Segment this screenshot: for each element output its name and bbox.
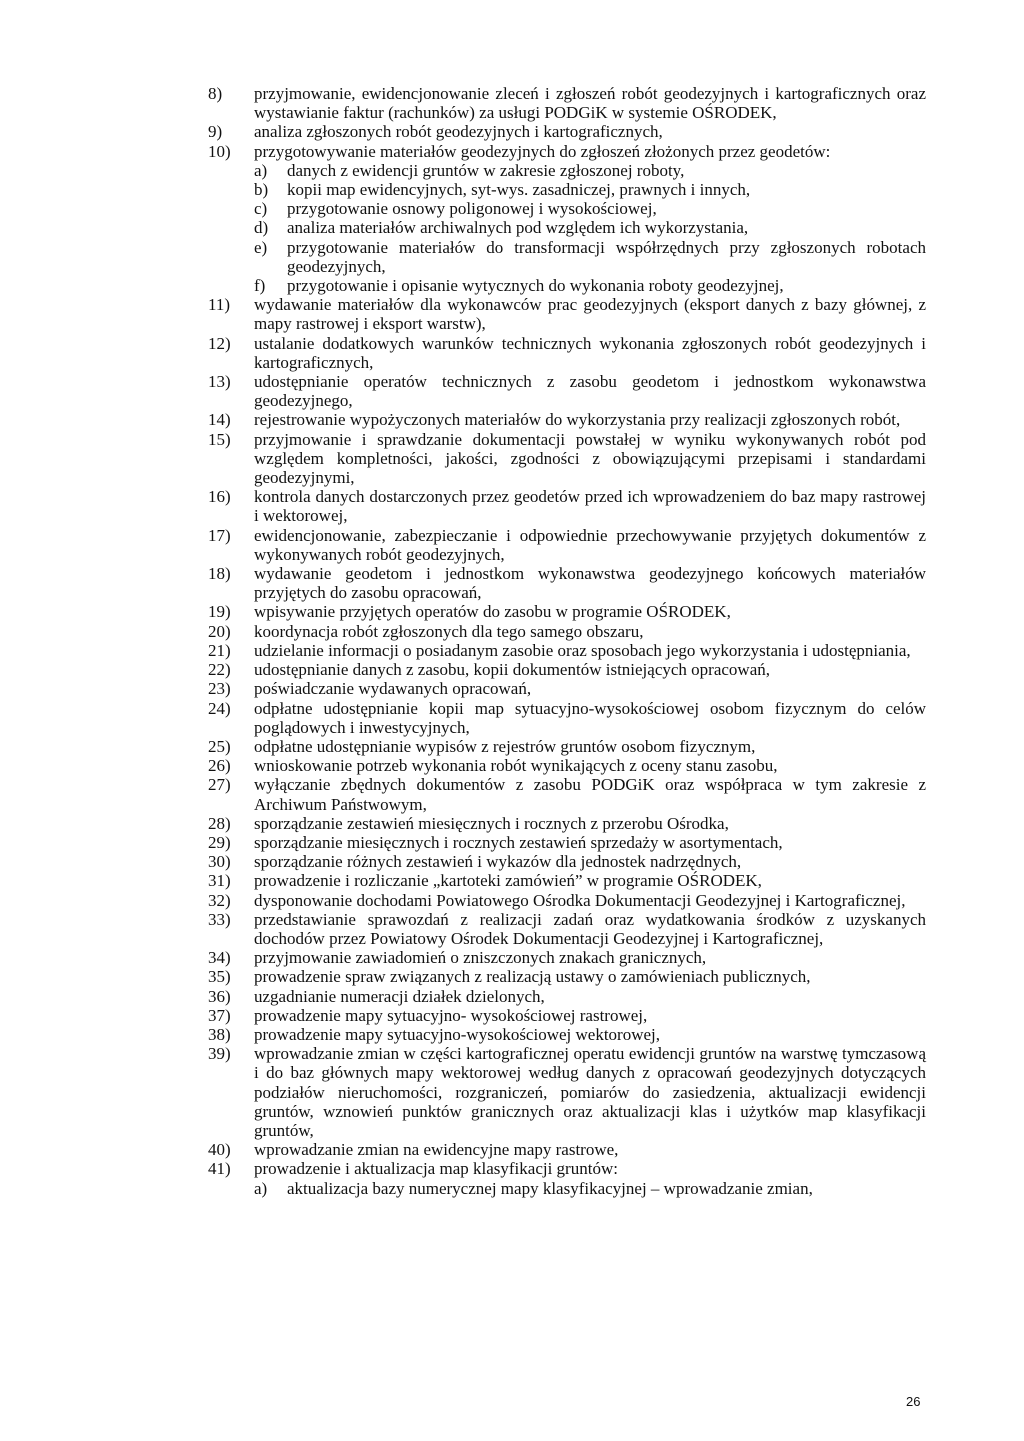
list-item-text: wydawanie materiałów dla wykonawców prac geodezyjnych (eksport danych z bazy głównej, z mapy rastrowej i eksport warstw), [254,295,926,334]
list-item [208,679,926,698]
page-number: 26 [906,1394,921,1409]
list-item-number: 27) [208,775,231,795]
sub-list-item-text: kopii map ewidencyjnych, syt-wys. zasadniczej, prawnych i innych, [287,180,751,200]
list-item-number: 19) [208,602,231,622]
list-item-text: koordynacja robót zgłoszonych dla tego samego obszaru, [254,621,644,641]
sub-list-item-letter: f) [254,276,266,296]
list-item-number: 34) [208,948,231,968]
sub-list-item [254,199,926,218]
list-item-number: 13) [208,372,231,392]
list-item [208,142,926,296]
list-item [208,891,926,910]
list-item [208,1044,926,1140]
sub-list-item [254,1179,926,1198]
list-item-text: przyjmowanie, ewidencjonowanie zleceń i zgłoszeń robót geodezyjnych i kartograficznych oraz wystawianie faktur (rachunków) za usługi PODGiK w systemie OŚRODEK, [254,84,926,123]
list-item-text: ustalanie dodatkowych warunków technicznych wykonania zgłoszonych robót geodezyjnych i kartograficznych, [254,333,926,372]
list-item [208,987,926,1006]
list-item [208,295,926,333]
list-item-number: 14) [208,410,231,430]
list-item-text: sporządzanie miesięcznych i rocznych zestawień sprzedaży w asortymentach, [254,832,783,852]
list-item-text: przedstawianie sprawozdań z realizacji zadań oraz wydatkowania środków z uzyskanych dochodów przez Powiatowy Ośrodek Dokumentacji Geodezyjnej i Kartograficznej, [254,909,926,948]
list-item [208,641,926,660]
list-item-text: analiza zgłoszonych robót geodezyjnych i kartograficznych, [254,122,663,142]
list-item-text: wprowadzanie zmian na ewidencyjne mapy rastrowe, [254,1140,619,1160]
list-item-text: sporządzanie zestawień miesięcznych i rocznych z przerobu Ośrodka, [254,813,729,833]
list-item-text: poświadczanie wydawanych opracowań, [254,679,532,699]
list-item-number: 41) [208,1159,231,1179]
list-item-text: wyłączanie zbędnych dokumentów z zasobu PODGiK oraz współpraca w tym zakresie z Archiwum Państwowym, [254,775,926,814]
sub-list-item [254,238,926,276]
list-item [208,1006,926,1025]
list-item-number: 40) [208,1140,231,1160]
list-item [208,756,926,775]
list-item [208,737,926,756]
list-item [208,660,926,679]
sub-list [254,1179,926,1198]
list-item-text: rejestrowanie wypożyczonych materiałów do wykorzystania przy realizacji zgłoszonych robót, [254,410,901,430]
list-item-text: sporządzanie różnych zestawień i wykazów dla jednostek nadrzędnych, [254,852,742,872]
list-item [208,1159,926,1197]
sub-list-item-letter: b) [254,180,269,200]
list-item [208,564,926,602]
list-item-text: wnioskowanie potrzeb wykonania robót wynikających z oceny stanu zasobu, [254,756,778,776]
list-item [208,410,926,429]
list-item-number: 12) [208,333,231,353]
sub-list [254,161,926,295]
list-item-number: 10) [208,141,231,161]
list-item-number: 15) [208,429,231,449]
list-item-text: prowadzenie mapy sytuacyjno- wysokościowej rastrowej, [254,1005,648,1025]
list-item-text: udzielanie informacji o posiadanym zasobie oraz sposobach jego wykorzystania i udostępniania, [254,640,911,660]
list-item-number: 21) [208,640,231,660]
task-list [208,84,926,1198]
sub-list-item [254,276,926,295]
sub-list-item-letter: c) [254,199,268,219]
list-item-text: odpłatne udostępnianie wypisów z rejestrów gruntów osobom fizycznym, [254,736,756,756]
list-item-text: wydawanie geodetom i jednostkom wykonawstwa geodezyjnego końcowych materiałów przyjętych do zasobu opracowań, [254,564,926,603]
list-item-text: uzgadnianie numeracji działek dzielonych, [254,986,545,1006]
list-item-text: prowadzenie i rozliczanie „kartoteki zamówień” w programie OŚRODEK, [254,871,762,891]
sub-list-item-text: przygotowanie osnowy poligonowej i wysokościowej, [287,199,657,219]
list-item-number: 18) [208,564,231,584]
list-item-number: 29) [208,832,231,852]
sub-list-item-text: przygotowanie i opisanie wytycznych do wykonania roboty geodezyjnej, [287,276,784,296]
list-item [208,1025,926,1044]
list-item [208,852,926,871]
list-item-number: 25) [208,736,231,756]
list-item-text: wpisywanie przyjętych operatów do zasobu w programie OŚRODEK, [254,602,731,622]
list-item-number: 11) [208,295,231,315]
list-item-text: wprowadzanie zmian w części kartograficznej operatu ewidencji gruntów na warstwę tymczasową i do baz głównych mapy wektorowej według danych z opracowań geodezyjnych dotyczących podziałów nieruchomości, rozgraniczeń, pomiarów do zasiedzenia, aktualizacji ewidencji gruntów, wznowień punktów granicznych oraz aktualizacji klas i użytków map klasyfikacji gruntów, [254,1044,926,1140]
sub-list-item-letter: a) [254,160,268,180]
list-item-text: odpłatne udostępnianie kopii map sytuacyjno-wysokościowej osobom fizycznym do celów poglądowych i inwestycyjnych, [254,698,926,737]
sub-list-item-text: danych z ewidencji gruntów w zakresie zgłoszonej roboty, [287,160,685,180]
list-item-number: 16) [208,487,231,507]
list-item [208,487,926,525]
list-item-number: 33) [208,909,231,929]
list-item-number: 9) [208,122,223,142]
list-item-number: 38) [208,1024,231,1044]
list-item-number: 37) [208,1005,231,1025]
list-item-text: kontrola danych dostarczonych przez geodetów przed ich wprowadzeniem do baz mapy rastrowej i wektorowej, [254,487,926,526]
list-item-text: przyjmowanie zawiadomień o zniszczonych znakach granicznych, [254,948,707,968]
list-item [208,602,926,621]
sub-list-item [254,218,926,237]
sub-list-item-letter: e) [254,237,268,257]
list-item-number: 36) [208,986,231,1006]
list-item-number: 32) [208,890,231,910]
list-item [208,122,926,141]
list-item-text: ewidencjonowanie, zabezpieczanie i odpowiednie przechowywanie przyjętych dokumentów z wykonywanych robót geodezyjnych, [254,525,926,564]
list-item-number: 8) [208,84,223,103]
list-item [208,871,926,890]
list-item-text: prowadzenie i aktualizacja map klasyfikacji gruntów: [254,1159,618,1179]
list-item-number: 17) [208,525,231,545]
list-item-text: prowadzenie mapy sytuacyjno-wysokościowej wektorowej, [254,1024,660,1044]
sub-list-item-text: analiza materiałów archiwalnych pod względem ich wykorzystania, [287,218,749,238]
list-item-number: 20) [208,621,231,641]
list-item-number: 26) [208,756,231,776]
list-item [208,1140,926,1159]
list-item [208,967,926,986]
sub-list-item [254,180,926,199]
list-item [208,814,926,833]
list-item [208,833,926,852]
list-item-text: udostępnianie danych z zasobu, kopii dokumentów istniejących opracowań, [254,660,770,680]
list-item [208,334,926,372]
list-item [208,84,926,122]
list-item [208,526,926,564]
sub-list-item [254,161,926,180]
list-item [208,372,926,410]
list-item-number: 39) [208,1044,231,1064]
list-item-number: 22) [208,660,231,680]
list-item-number: 23) [208,679,231,699]
sub-list-item-letter: a) [254,1178,268,1198]
list-item-number: 28) [208,813,231,833]
sub-list-item-text: przygotowanie materiałów do transformacji współrzędnych przy zgłoszonych robotach geodezyjnych, [287,237,926,276]
list-item-text: przygotowywanie materiałów geodezyjnych do zgłoszeń złożonych przez geodetów: [254,141,831,161]
list-item [208,775,926,813]
list-item-text: dysponowanie dochodami Powiatowego Ośrodka Dokumentacji Geodezyjnej i Kartograficznej, [254,890,906,910]
list-item-text: przyjmowanie i sprawdzanie dokumentacji powstałej w wyniku wykonywanych robót pod względem kompletności, jakości, zgodności z obowiązującymi przepisami i standardami geodezyjnymi, [254,429,926,488]
list-item [208,910,926,948]
list-item-text: prowadzenie spraw związanych z realizacją ustawy o zamówieniach publicznych, [254,967,811,987]
list-item-number: 31) [208,871,231,891]
list-item [208,948,926,967]
sub-list-item-text: aktualizacja bazy numerycznej mapy klasyfikacyjnej – wprowadzanie zmian, [287,1178,813,1198]
list-item-number: 30) [208,852,231,872]
list-item [208,699,926,737]
list-item-number: 35) [208,967,231,987]
sub-list-item-letter: d) [254,218,269,238]
list-item [208,622,926,641]
list-item-text: udostępnianie operatów technicznych z zasobu geodetom i jednostkom wykonawstwa geodezyjnego, [254,372,926,411]
list-item-number: 24) [208,698,231,718]
list-item [208,430,926,488]
